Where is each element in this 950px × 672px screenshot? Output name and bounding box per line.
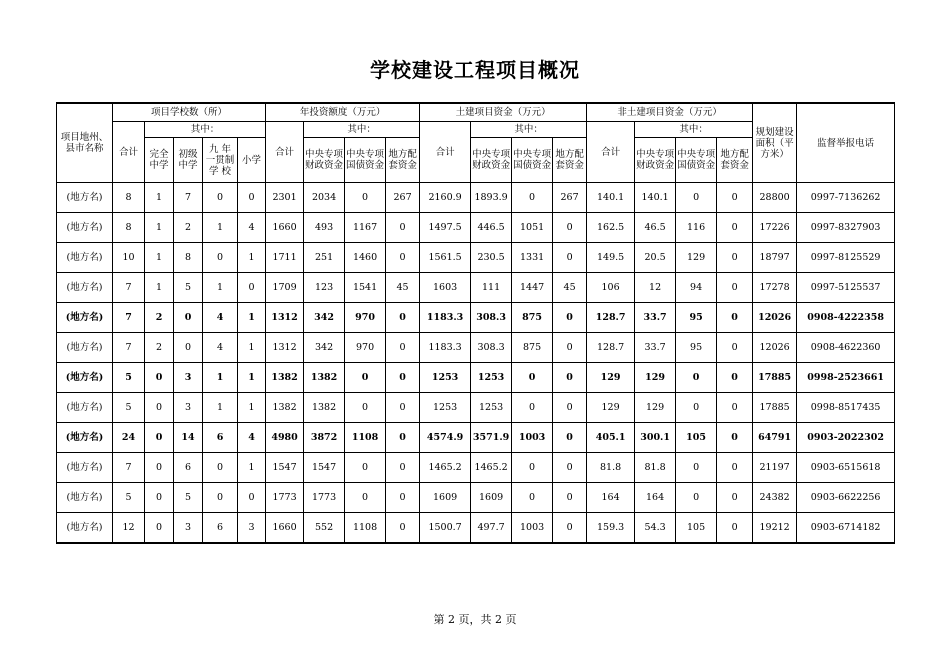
cell-investment-central-bond: 1167	[345, 213, 386, 243]
cell-noncivil-central-bond: 95	[676, 333, 717, 363]
cell-complete-middle: 0	[145, 483, 174, 513]
cell-investment-central-bond: 0	[345, 393, 386, 423]
header-noncivil-central-bond: 中央专项国债资金	[676, 138, 717, 183]
cell-primary: 0	[238, 183, 266, 213]
cell-nine-year: 1	[203, 393, 238, 423]
cell-civil-total: 1500.7	[420, 513, 471, 544]
cell-civil-central-bond: 0	[512, 483, 553, 513]
table-body	[57, 183, 895, 544]
cell-noncivil-central-fiscal: 140.1	[635, 183, 676, 213]
cell-schools-total: 7	[113, 303, 145, 333]
cell-noncivil-central-fiscal: 12	[635, 273, 676, 303]
header-junior-middle: 初级中学	[174, 138, 203, 183]
header-investment-central-fiscal: 中央专项财政资金	[304, 138, 345, 183]
cell-investment-central-bond: 1108	[345, 423, 386, 453]
cell-junior-middle: 14	[174, 423, 203, 453]
cell-region-name: (地方名)	[57, 483, 113, 513]
cell-investment-total: 4980	[266, 423, 304, 453]
cell-primary: 4	[238, 213, 266, 243]
cell-civil-total: 2160.9	[420, 183, 471, 213]
cell-noncivil-central-bond: 105	[676, 513, 717, 544]
table-row	[57, 303, 895, 333]
cell-investment-central-fiscal: 1547	[304, 453, 345, 483]
cell-noncivil-total: 149.5	[587, 243, 635, 273]
cell-civil-total: 1603	[420, 273, 471, 303]
table-row	[57, 393, 895, 423]
cell-noncivil-total: 162.5	[587, 213, 635, 243]
cell-civil-local: 0	[553, 363, 587, 393]
cell-noncivil-local: 0	[717, 483, 753, 513]
cell-noncivil-central-bond: 0	[676, 483, 717, 513]
cell-noncivil-central-bond: 0	[676, 393, 717, 423]
cell-junior-middle: 3	[174, 363, 203, 393]
cell-civil-central-bond: 875	[512, 333, 553, 363]
cell-primary: 1	[238, 363, 266, 393]
header-civil-central-bond: 中央专项国债资金	[512, 138, 553, 183]
cell-investment-total: 1312	[266, 333, 304, 363]
cell-noncivil-local: 0	[717, 393, 753, 423]
cell-schools-total: 7	[113, 273, 145, 303]
cell-phone: 0908-4622360	[797, 333, 895, 363]
cell-nine-year: 4	[203, 333, 238, 363]
cell-civil-local: 0	[553, 423, 587, 453]
header-civil-local: 地方配套资金	[553, 138, 587, 183]
cell-region-name: (地方名)	[57, 243, 113, 273]
cell-civil-total: 1497.5	[420, 213, 471, 243]
header-noncivil-qizhong: 其中：	[635, 122, 753, 138]
header-investment-qizhong: 其中：	[304, 122, 420, 138]
cell-noncivil-central-fiscal: 81.8	[635, 453, 676, 483]
cell-schools-total: 8	[113, 183, 145, 213]
cell-investment-local: 0	[386, 453, 420, 483]
cell-investment-total: 1660	[266, 213, 304, 243]
cell-primary: 0	[238, 273, 266, 303]
cell-region-name: (地方名)	[57, 333, 113, 363]
cell-civil-total: 1253	[420, 393, 471, 423]
cell-civil-central-bond: 1051	[512, 213, 553, 243]
cell-noncivil-central-bond: 0	[676, 363, 717, 393]
cell-complete-middle: 1	[145, 273, 174, 303]
cell-nine-year: 0	[203, 183, 238, 213]
table-header	[57, 103, 895, 183]
cell-junior-middle: 0	[174, 333, 203, 363]
cell-noncivil-central-fiscal: 20.5	[635, 243, 676, 273]
cell-civil-central-fiscal: 446.5	[471, 213, 512, 243]
cell-civil-central-fiscal: 1253	[471, 363, 512, 393]
cell-complete-middle: 0	[145, 393, 174, 423]
cell-area: 17226	[753, 213, 797, 243]
cell-civil-local: 0	[553, 393, 587, 423]
cell-civil-central-bond: 875	[512, 303, 553, 333]
cell-investment-total: 1382	[266, 363, 304, 393]
cell-investment-central-bond: 970	[345, 333, 386, 363]
table-row	[57, 333, 895, 363]
cell-area: 12026	[753, 333, 797, 363]
cell-civil-central-fiscal: 230.5	[471, 243, 512, 273]
cell-primary: 0	[238, 483, 266, 513]
cell-noncivil-local: 0	[717, 453, 753, 483]
header-area: 规划建设面积（平方米）	[753, 103, 797, 183]
page-footer: 第 2 页，共 2 页	[433, 613, 517, 626]
cell-noncivil-central-bond: 129	[676, 243, 717, 273]
cell-nine-year: 1	[203, 363, 238, 393]
cell-area: 19212	[753, 513, 797, 544]
cell-noncivil-central-fiscal: 33.7	[635, 333, 676, 363]
cell-region-name: (地方名)	[57, 423, 113, 453]
cell-nine-year: 0	[203, 453, 238, 483]
cell-investment-local: 0	[386, 303, 420, 333]
cell-primary: 1	[238, 333, 266, 363]
cell-civil-central-fiscal: 497.7	[471, 513, 512, 544]
cell-junior-middle: 3	[174, 393, 203, 423]
cell-civil-local: 0	[553, 513, 587, 544]
header-schools-qizhong: 其中：	[145, 122, 266, 138]
cell-investment-central-bond: 0	[345, 363, 386, 393]
cell-civil-local: 267	[553, 183, 587, 213]
cell-complete-middle: 0	[145, 513, 174, 544]
cell-investment-local: 0	[386, 483, 420, 513]
cell-civil-central-fiscal: 1253	[471, 393, 512, 423]
cell-noncivil-total: 129	[587, 393, 635, 423]
cell-noncivil-total: 128.7	[587, 303, 635, 333]
cell-area: 17885	[753, 363, 797, 393]
cell-schools-total: 5	[113, 483, 145, 513]
table-row	[57, 513, 895, 544]
table-row	[57, 183, 895, 213]
cell-nine-year: 0	[203, 243, 238, 273]
header-investment-total: 合计	[266, 122, 304, 183]
cell-civil-local: 0	[553, 303, 587, 333]
cell-investment-local: 0	[386, 513, 420, 544]
cell-investment-local: 267	[386, 183, 420, 213]
cell-noncivil-local: 0	[717, 513, 753, 544]
cell-area: 28800	[753, 183, 797, 213]
cell-civil-local: 0	[553, 453, 587, 483]
cell-schools-total: 12	[113, 513, 145, 544]
cell-region-name: (地方名)	[57, 513, 113, 544]
cell-investment-central-bond: 0	[345, 483, 386, 513]
cell-complete-middle: 1	[145, 213, 174, 243]
page-title: 学校建设工程项目概况	[370, 58, 580, 82]
cell-noncivil-central-bond: 116	[676, 213, 717, 243]
cell-investment-total: 1547	[266, 453, 304, 483]
cell-nine-year: 0	[203, 483, 238, 513]
project-table	[56, 102, 895, 544]
header-region: 项目地州、县市名称	[57, 103, 113, 183]
cell-region-name: (地方名)	[57, 213, 113, 243]
cell-civil-central-fiscal: 1609	[471, 483, 512, 513]
cell-noncivil-central-bond: 0	[676, 183, 717, 213]
cell-investment-total: 1773	[266, 483, 304, 513]
cell-civil-total: 1465.2	[420, 453, 471, 483]
cell-area: 24382	[753, 483, 797, 513]
cell-nine-year: 6	[203, 513, 238, 544]
cell-investment-central-fiscal: 251	[304, 243, 345, 273]
cell-investment-central-fiscal: 3872	[304, 423, 345, 453]
cell-investment-central-fiscal: 123	[304, 273, 345, 303]
cell-primary: 4	[238, 423, 266, 453]
cell-junior-middle: 5	[174, 483, 203, 513]
cell-civil-total: 1253	[420, 363, 471, 393]
cell-civil-central-fiscal: 308.3	[471, 333, 512, 363]
cell-noncivil-total: 129	[587, 363, 635, 393]
cell-region-name: (地方名)	[57, 303, 113, 333]
cell-noncivil-total: 405.1	[587, 423, 635, 453]
cell-civil-total: 1561.5	[420, 243, 471, 273]
cell-civil-total: 1183.3	[420, 303, 471, 333]
cell-complete-middle: 0	[145, 423, 174, 453]
cell-investment-central-bond: 1108	[345, 513, 386, 544]
cell-noncivil-total: 81.8	[587, 453, 635, 483]
cell-phone: 0997-8327903	[797, 213, 895, 243]
cell-noncivil-local: 0	[717, 213, 753, 243]
cell-schools-total: 10	[113, 243, 145, 273]
table-row	[57, 423, 895, 453]
cell-complete-middle: 1	[145, 183, 174, 213]
cell-civil-central-bond: 0	[512, 183, 553, 213]
cell-junior-middle: 5	[174, 273, 203, 303]
header-phone: 监督举报电话	[797, 103, 895, 183]
cell-complete-middle: 2	[145, 333, 174, 363]
cell-phone: 0997-5125537	[797, 273, 895, 303]
cell-noncivil-total: 159.3	[587, 513, 635, 544]
cell-civil-total: 4574.9	[420, 423, 471, 453]
cell-civil-central-fiscal: 3571.9	[471, 423, 512, 453]
cell-phone: 0998-2523661	[797, 363, 895, 393]
cell-civil-local: 0	[553, 333, 587, 363]
cell-region-name: (地方名)	[57, 273, 113, 303]
cell-investment-total: 1709	[266, 273, 304, 303]
cell-noncivil-local: 0	[717, 303, 753, 333]
cell-region-name: (地方名)	[57, 393, 113, 423]
cell-noncivil-central-bond: 105	[676, 423, 717, 453]
header-investment-group: 年投资额度（万元）	[266, 103, 420, 122]
cell-noncivil-local: 0	[717, 183, 753, 213]
cell-civil-central-bond: 0	[512, 393, 553, 423]
header-noncivil-local: 地方配套资金	[717, 138, 753, 183]
cell-schools-total: 7	[113, 453, 145, 483]
cell-noncivil-local: 0	[717, 273, 753, 303]
cell-noncivil-total: 164	[587, 483, 635, 513]
cell-noncivil-central-fiscal: 300.1	[635, 423, 676, 453]
cell-area: 12026	[753, 303, 797, 333]
cell-civil-central-bond: 1003	[512, 423, 553, 453]
cell-noncivil-central-fiscal: 46.5	[635, 213, 676, 243]
cell-investment-central-fiscal: 2034	[304, 183, 345, 213]
cell-investment-total: 1312	[266, 303, 304, 333]
cell-civil-local: 0	[553, 213, 587, 243]
cell-civil-central-bond: 1003	[512, 513, 553, 544]
cell-noncivil-total: 106	[587, 273, 635, 303]
cell-noncivil-central-fiscal: 33.7	[635, 303, 676, 333]
cell-civil-central-fiscal: 1465.2	[471, 453, 512, 483]
cell-nine-year: 1	[203, 273, 238, 303]
cell-noncivil-central-fiscal: 129	[635, 363, 676, 393]
header-noncivil-group: 非土建项目资金（万元）	[587, 103, 753, 122]
cell-investment-central-bond: 0	[345, 453, 386, 483]
cell-civil-local: 0	[553, 243, 587, 273]
cell-noncivil-central-fiscal: 129	[635, 393, 676, 423]
cell-noncivil-central-fiscal: 164	[635, 483, 676, 513]
header-noncivil-central-fiscal: 中央专项财政资金	[635, 138, 676, 183]
cell-phone: 0903-6515618	[797, 453, 895, 483]
table-row	[57, 363, 895, 393]
cell-nine-year: 4	[203, 303, 238, 333]
cell-area: 21197	[753, 453, 797, 483]
cell-civil-total: 1609	[420, 483, 471, 513]
cell-investment-central-fiscal: 1773	[304, 483, 345, 513]
cell-nine-year: 1	[203, 213, 238, 243]
header-primary: 小学	[238, 138, 266, 183]
cell-investment-total: 2301	[266, 183, 304, 213]
cell-region-name: (地方名)	[57, 363, 113, 393]
header-nine-year: 九 年 一贯制 学 校	[203, 138, 238, 183]
table-row	[57, 453, 895, 483]
cell-civil-central-fiscal: 308.3	[471, 303, 512, 333]
cell-schools-total: 24	[113, 423, 145, 453]
cell-phone: 0903-6622256	[797, 483, 895, 513]
cell-civil-central-bond: 1447	[512, 273, 553, 303]
cell-investment-total: 1711	[266, 243, 304, 273]
cell-investment-central-fiscal: 1382	[304, 393, 345, 423]
cell-investment-central-bond: 0	[345, 183, 386, 213]
cell-noncivil-total: 140.1	[587, 183, 635, 213]
cell-investment-central-bond: 1460	[345, 243, 386, 273]
cell-investment-local: 0	[386, 423, 420, 453]
cell-primary: 1	[238, 243, 266, 273]
cell-investment-total: 1660	[266, 513, 304, 544]
cell-phone: 0908-4222358	[797, 303, 895, 333]
cell-investment-local: 0	[386, 333, 420, 363]
cell-investment-local: 0	[386, 393, 420, 423]
header-investment-central-bond: 中央专项国债资金	[345, 138, 386, 183]
header-schools-group: 项目学校数（所）	[113, 103, 266, 122]
cell-civil-central-bond: 1331	[512, 243, 553, 273]
cell-investment-local: 0	[386, 243, 420, 273]
cell-noncivil-central-bond: 0	[676, 453, 717, 483]
cell-junior-middle: 7	[174, 183, 203, 213]
cell-junior-middle: 6	[174, 453, 203, 483]
cell-junior-middle: 3	[174, 513, 203, 544]
cell-phone: 0903-2022302	[797, 423, 895, 453]
cell-phone: 0997-8125529	[797, 243, 895, 273]
cell-noncivil-local: 0	[717, 363, 753, 393]
header-complete-middle: 完全中学	[145, 138, 174, 183]
cell-civil-local: 0	[553, 483, 587, 513]
table-row	[57, 483, 895, 513]
cell-noncivil-local: 0	[717, 423, 753, 453]
cell-schools-total: 5	[113, 393, 145, 423]
cell-area: 18797	[753, 243, 797, 273]
cell-region-name: (地方名)	[57, 453, 113, 483]
cell-complete-middle: 0	[145, 363, 174, 393]
cell-primary: 3	[238, 513, 266, 544]
cell-investment-central-fiscal: 342	[304, 333, 345, 363]
cell-noncivil-local: 0	[717, 243, 753, 273]
cell-noncivil-local: 0	[717, 333, 753, 363]
cell-investment-central-fiscal: 552	[304, 513, 345, 544]
table-row	[57, 243, 895, 273]
cell-investment-total: 1382	[266, 393, 304, 423]
table-row	[57, 273, 895, 303]
cell-area: 17278	[753, 273, 797, 303]
header-civil-central-fiscal: 中央专项财政资金	[471, 138, 512, 183]
header-noncivil-total: 合计	[587, 122, 635, 183]
cell-phone: 0997-7136262	[797, 183, 895, 213]
cell-noncivil-central-bond: 95	[676, 303, 717, 333]
cell-investment-local: 45	[386, 273, 420, 303]
cell-complete-middle: 1	[145, 243, 174, 273]
cell-investment-local: 0	[386, 363, 420, 393]
cell-primary: 1	[238, 453, 266, 483]
cell-region-name: (地方名)	[57, 183, 113, 213]
cell-noncivil-total: 128.7	[587, 333, 635, 363]
cell-area: 64791	[753, 423, 797, 453]
cell-nine-year: 6	[203, 423, 238, 453]
cell-phone: 0998-8517435	[797, 393, 895, 423]
cell-phone: 0903-6714182	[797, 513, 895, 544]
cell-schools-total: 8	[113, 213, 145, 243]
cell-civil-central-fiscal: 111	[471, 273, 512, 303]
header-schools-total: 合计	[113, 122, 145, 183]
header-civil-group: 土建项目资金（万元）	[420, 103, 587, 122]
header-investment-local: 地方配套资金	[386, 138, 420, 183]
cell-civil-total: 1183.3	[420, 333, 471, 363]
cell-primary: 1	[238, 303, 266, 333]
cell-area: 17885	[753, 393, 797, 423]
cell-noncivil-central-bond: 94	[676, 273, 717, 303]
header-civil-total: 合计	[420, 122, 471, 183]
cell-junior-middle: 2	[174, 213, 203, 243]
cell-junior-middle: 8	[174, 243, 203, 273]
cell-investment-central-fiscal: 1382	[304, 363, 345, 393]
table-row	[57, 213, 895, 243]
cell-schools-total: 7	[113, 333, 145, 363]
cell-investment-central-fiscal: 342	[304, 303, 345, 333]
cell-investment-local: 0	[386, 213, 420, 243]
cell-noncivil-central-fiscal: 54.3	[635, 513, 676, 544]
cell-civil-central-fiscal: 1893.9	[471, 183, 512, 213]
cell-investment-central-fiscal: 493	[304, 213, 345, 243]
cell-primary: 1	[238, 393, 266, 423]
cell-civil-central-bond: 0	[512, 453, 553, 483]
header-civil-qizhong: 其中：	[471, 122, 587, 138]
cell-investment-central-bond: 970	[345, 303, 386, 333]
cell-investment-central-bond: 1541	[345, 273, 386, 303]
cell-complete-middle: 2	[145, 303, 174, 333]
cell-junior-middle: 0	[174, 303, 203, 333]
cell-complete-middle: 0	[145, 453, 174, 483]
cell-civil-central-bond: 0	[512, 363, 553, 393]
cell-schools-total: 5	[113, 363, 145, 393]
cell-civil-local: 45	[553, 273, 587, 303]
